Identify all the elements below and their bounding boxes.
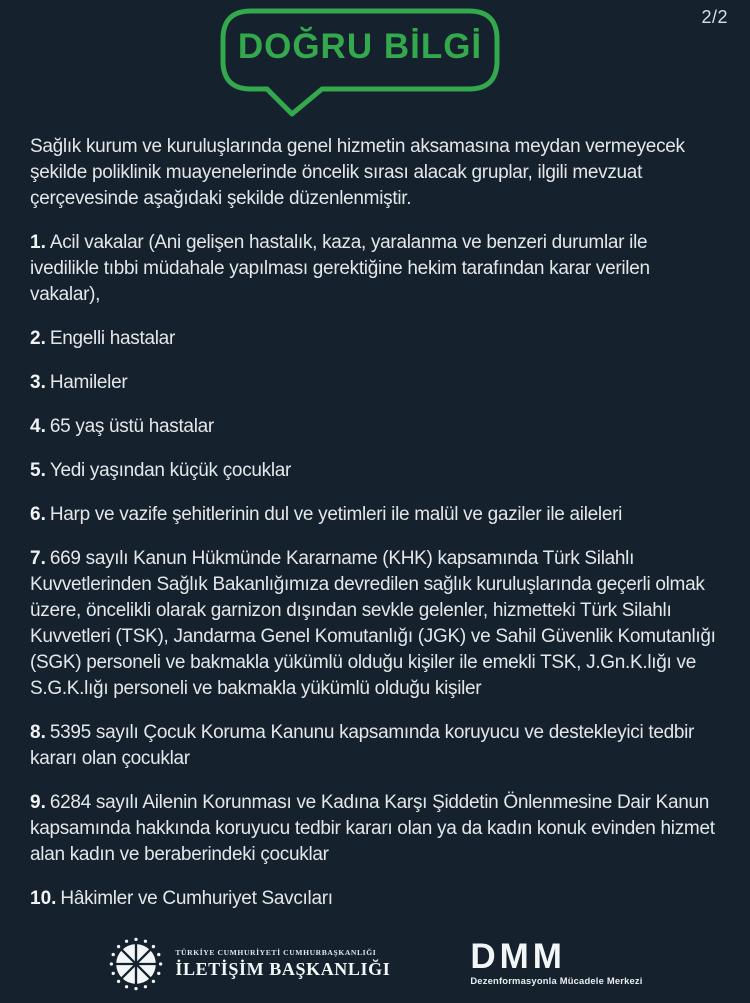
item-number: 2.: [30, 328, 46, 349]
list-item-9: [30, 790, 720, 868]
item-number: 8.: [30, 722, 46, 743]
item-number: 3.: [30, 372, 46, 393]
item-text: 65 yaş üstü hastalar: [49, 416, 214, 437]
item-number: 10.: [30, 888, 57, 909]
list-item-1: [30, 230, 720, 308]
page-indicator: 2/2: [701, 7, 728, 27]
footer: [0, 935, 750, 993]
presidency-emblem-icon: [107, 935, 165, 993]
list-item-3: [30, 370, 720, 396]
list-item-8: [30, 720, 720, 772]
list-item-2: [30, 326, 720, 352]
iletisim-baskanligi-logo: [107, 935, 390, 993]
list-item-6: [30, 502, 720, 528]
item-number: 6.: [30, 504, 46, 525]
item-text: 5395 sayılı Çocuk Koruma Kanunu kapsamında koruyucu ve destekleyici tedbir kararı olan çocuklar: [30, 722, 695, 769]
item-number: 4.: [30, 416, 46, 437]
item-number: 1.: [30, 232, 46, 253]
list-item-10: [30, 886, 720, 912]
headline-title: DOĞRU BİLGİ: [237, 27, 483, 66]
item-number: 5.: [30, 460, 46, 481]
header: [0, 0, 750, 132]
iletisim-line2: İLETİŞİM BAŞKANLIĞI: [175, 959, 391, 979]
item-text: Hâkimler ve Cumhuriyet Savcıları: [60, 888, 333, 909]
item-text: Hamileler: [49, 372, 128, 393]
iletisim-line1: TÜRKİYE CUMHURİYETİ CUMHURBAŞKANLIĞI: [175, 948, 377, 957]
list-item-4: [30, 414, 720, 440]
item-text: Harp ve vazife şehitlerinin dul ve yetimleri ile malül ve gaziler ile aileleri: [49, 504, 623, 525]
dmm-abbreviation: DMM: [470, 937, 566, 977]
item-number: 9.: [30, 792, 46, 813]
body-text: [0, 134, 750, 912]
item-text: Acil vakalar (Ani gelişen hastalık, kaza, yaralanma ve benzeri durumlar ile ivedilikle tıbbi müdahale yapılması gerektiğine hekim tarafından karar verilen vakalar),: [30, 232, 650, 305]
intro-paragraph: Sağlık kurum ve kuruluşlarında genel hizmetin aksamasına meydan vermeyecek şekilde poliklinik muayenelerinde öncelik sırası alacak gruplar, ilgili mevzuat çerçevesinde aşağıdaki şekilde düzenlenmiştir.: [30, 136, 685, 209]
item-text: Engelli hastalar: [49, 328, 175, 349]
dmm-logo: [470, 937, 643, 986]
dmm-subtitle: Dezenformasyonla Mücadele Merkezi: [470, 974, 643, 986]
list-item-7: [30, 546, 720, 702]
item-text: 669 sayılı Kanun Hükmünde Kararname (KHK) kapsamında Türk Silahlı Kuvvetlerinden Sağlık Bakanlığımıza devredilen sağlık kuruluşlarında geçerli olmak üzere, öncelikli olarak garnizon dışından sevkle gelenler, hizmetteki Türk Silahlı Kuvvetleri (TSK), Jandarma Genel Komutanlığı (JGK) ve Sahil Güvenlik Komutanlığı (SGK) personeli ve bakmakla yükümlü olduğu kişiler ile emekli TSK, J.Gn.K.lığı ve S.G.K.lığı personeli ve bakmakla yükümlü olduğu kişiler: [30, 548, 716, 699]
item-number: 7.: [30, 548, 46, 569]
item-text: Yedi yaşından küçük çocuklar: [49, 460, 292, 481]
item-text: 6284 sayılı Ailenin Korunması ve Kadına Karşı Şiddetin Önlenmesine Dair Kanun kapsamında hakkında koruyucu tedbir kararı olan ya da kadın konuk evinden hizmet alan kadın ve beraberindeki çocuklar: [30, 792, 715, 865]
list-item-5: [30, 458, 720, 484]
